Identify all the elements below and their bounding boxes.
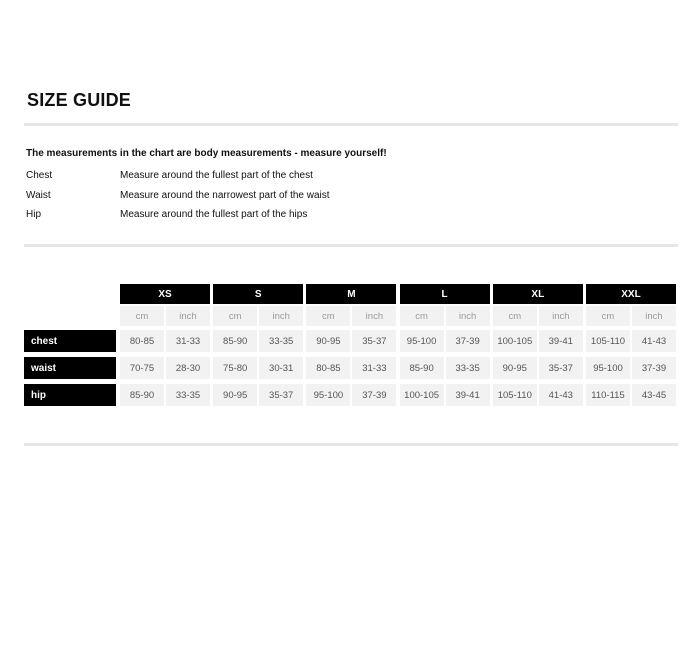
table-cell: 35-37	[352, 330, 396, 352]
table-cell: 95-100	[306, 384, 350, 406]
row-label-chest: chest	[24, 330, 116, 352]
size-header-xl: XL	[493, 284, 583, 304]
table-cell: 30-31	[259, 357, 303, 379]
table-cell: 28-30	[166, 357, 210, 379]
size-header-xs: XS	[120, 284, 210, 304]
divider	[24, 123, 678, 126]
unit-header-cm: cm	[213, 306, 257, 326]
definition-term: Hip	[26, 209, 42, 220]
table-cell: 41-43	[539, 384, 583, 406]
definition-description: Measure around the fullest part of the hips	[120, 209, 308, 220]
table-cell: 70-75	[120, 357, 164, 379]
size-header-m: M	[306, 284, 396, 304]
page-title: SIZE GUIDE	[27, 90, 132, 110]
table-cell: 95-100	[400, 330, 444, 352]
unit-header-inch: inch	[352, 306, 396, 326]
table-cell: 105-110	[586, 330, 630, 352]
table-cell: 37-39	[352, 384, 396, 406]
table-cell: 39-41	[446, 384, 490, 406]
table-cell: 85-90	[120, 384, 164, 406]
unit-header-cm: cm	[400, 306, 444, 326]
divider	[24, 244, 678, 247]
row-label-hip: hip	[24, 384, 116, 406]
unit-header-inch: inch	[166, 306, 210, 326]
table-cell: 85-90	[213, 330, 257, 352]
table-cell: 80-85	[120, 330, 164, 352]
unit-header-cm: cm	[586, 306, 630, 326]
divider	[24, 443, 678, 446]
table-cell: 33-35	[166, 384, 210, 406]
table-cell: 80-85	[306, 357, 350, 379]
unit-header-cm: cm	[493, 306, 537, 326]
table-cell: 39-41	[539, 330, 583, 352]
table-cell: 31-33	[352, 357, 396, 379]
table-cell: 85-90	[400, 357, 444, 379]
unit-header-cm: cm	[120, 306, 164, 326]
table-cell: 37-39	[446, 330, 490, 352]
table-cell: 31-33	[166, 330, 210, 352]
unit-header-inch: inch	[446, 306, 490, 326]
definition-term: Waist	[26, 190, 51, 201]
definition-description: Measure around the narrowest part of the waist	[120, 190, 330, 201]
table-cell: 95-100	[586, 357, 630, 379]
table-cell: 33-35	[446, 357, 490, 379]
unit-header-cm: cm	[306, 306, 350, 326]
table-cell: 100-105	[493, 330, 537, 352]
table-cell: 37-39	[632, 357, 676, 379]
table-cell: 90-95	[213, 384, 257, 406]
row-label-waist: waist	[24, 357, 116, 379]
table-cell: 33-35	[259, 330, 303, 352]
unit-header-inch: inch	[259, 306, 303, 326]
table-cell: 43-45	[632, 384, 676, 406]
size-header-l: L	[400, 284, 490, 304]
measurement-note: The measurements in the chart are body measurements - measure yourself!	[26, 148, 387, 159]
table-cell: 75-80	[213, 357, 257, 379]
table-cell: 100-105	[400, 384, 444, 406]
table-cell: 110-115	[586, 384, 630, 406]
unit-header-inch: inch	[632, 306, 676, 326]
definition-description: Measure around the fullest part of the chest	[120, 170, 313, 181]
table-cell: 41-43	[632, 330, 676, 352]
table-cell: 105-110	[493, 384, 537, 406]
size-header-s: S	[213, 284, 303, 304]
table-cell: 90-95	[493, 357, 537, 379]
unit-header-inch: inch	[539, 306, 583, 326]
size-header-xxl: XXL	[586, 284, 676, 304]
definition-term: Chest	[26, 170, 53, 181]
table-cell: 35-37	[539, 357, 583, 379]
table-cell: 35-37	[259, 384, 303, 406]
table-cell: 90-95	[306, 330, 350, 352]
